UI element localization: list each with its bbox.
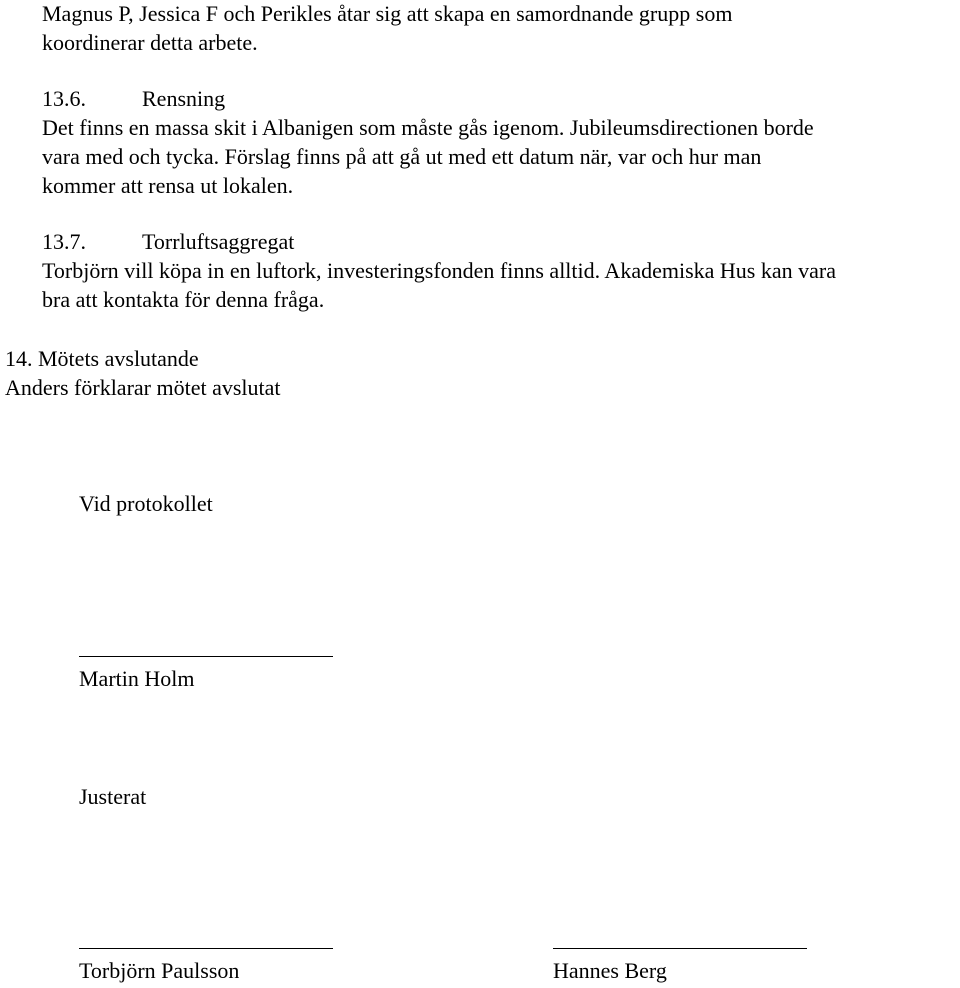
- section-14-heading: 14. Mötets avslutande: [5, 346, 199, 371]
- section-13-6-heading: [42, 86, 225, 112]
- adjuster-2-name: Hannes Berg: [553, 958, 667, 983]
- adjuster-1-signature-line: [79, 948, 333, 949]
- section-13-7-body-line-2: bra att kontakta för denna fråga.: [42, 287, 325, 312]
- section-13-6-number: 13.6.: [42, 86, 86, 111]
- intro-line-1: Magnus P, Jessica F och Perikles åtar sig att skapa en samordnande grupp som: [42, 1, 733, 26]
- section-13-6-body-line-2: vara med och tycka. Förslag finns på att gå ut med ett datum när, var och hur man: [42, 144, 762, 169]
- section-13-7-number: 13.7.: [42, 229, 86, 254]
- section-13-6-title: Rensning: [142, 86, 226, 111]
- protocol-label: Vid protokollet: [79, 491, 213, 516]
- secretary-name: Martin Holm: [79, 666, 195, 691]
- section-14-body: Anders förklarar mötet avslutat: [5, 375, 281, 400]
- section-13-7-title: Torrluftsaggregat: [142, 229, 295, 254]
- section-13-7-body-line-1: Torbjörn vill köpa in en luftork, investeringsfonden finns alltid. Akademiska Hus kan vara: [42, 258, 836, 283]
- adjuster-2-signature-line: [553, 948, 807, 949]
- secretary-signature-line: [79, 656, 333, 657]
- adjuster-1-name: Torbjörn Paulsson: [79, 958, 240, 983]
- section-13-6-body-line-3: kommer att rensa ut lokalen.: [42, 173, 294, 198]
- section-13-6-body-line-1: Det finns en massa skit i Albanigen som måste gås igenom. Jubileumsdirectionen borde: [42, 115, 814, 140]
- section-13-7-heading: [42, 229, 294, 255]
- intro-line-2: koordinerar detta arbete.: [42, 30, 258, 55]
- adjusted-label: Justerat: [79, 784, 147, 809]
